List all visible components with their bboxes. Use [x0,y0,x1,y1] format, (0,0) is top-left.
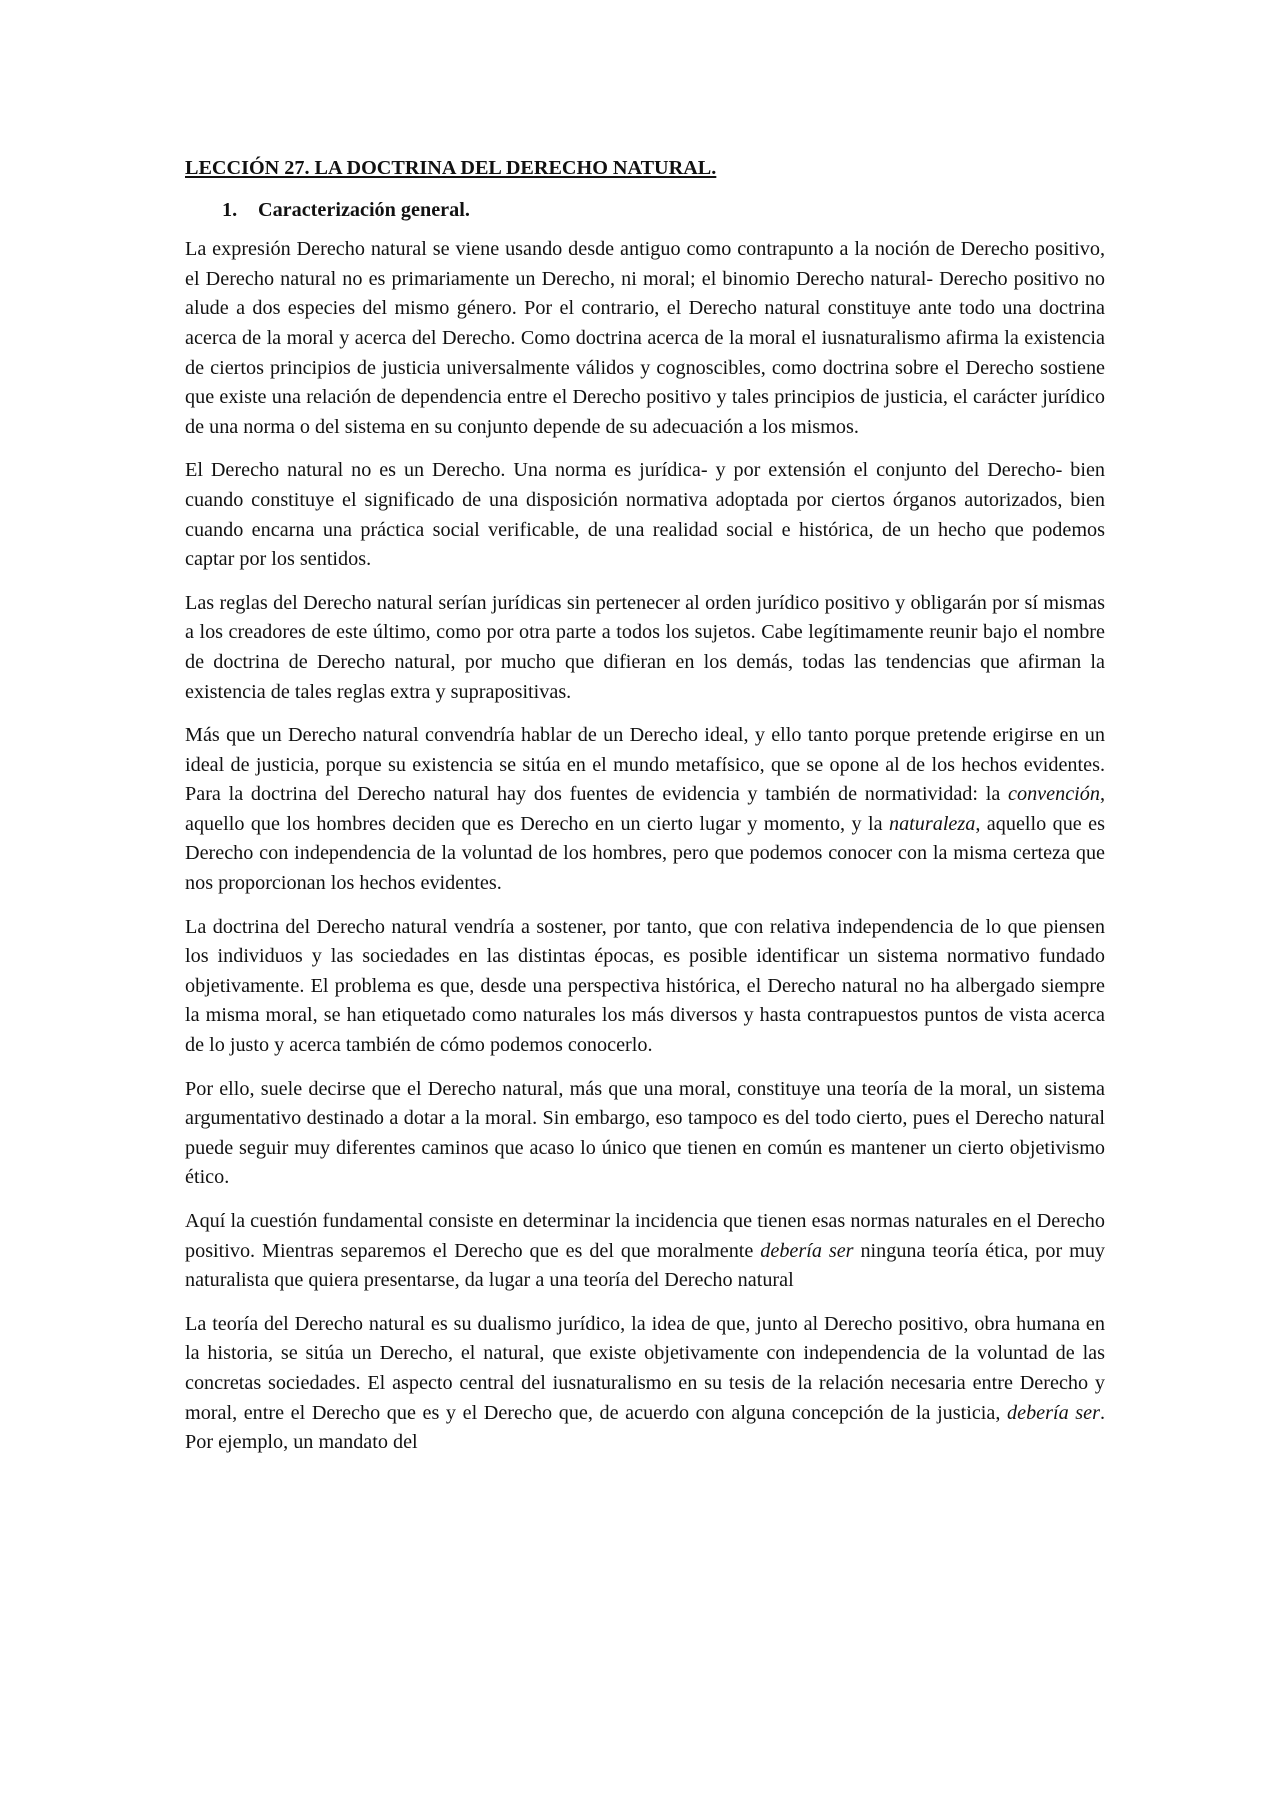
paragraph-text: La teoría del Derecho natural es su dualismo jurídico, la idea de que, junto al Derecho positivo, obra humana en la historia, se sitúa un Derecho, el natural, que existe objetivamente con independencia de la voluntad de las concretas sociedades. El aspecto central del iusnaturalismo en su tesis de la relación necesaria entre Derecho y moral, entre el Derecho que es y el Derecho que, de acuerdo con alguna concepción de la justicia, [185,1312,1105,1424]
paragraph [185,913,1105,1061]
paragraph [185,721,1105,899]
lesson-title: LECCIÓN 27. LA DOCTRINA DEL DERECHO NATURAL. [185,157,717,179]
section-heading [185,196,1105,226]
paragraph-text: . Por ejemplo, un mandato del [185,1401,1105,1454]
paragraph-text: Por ello, suele decirse que el Derecho natural, más que una moral, constituye una teoría de la moral, un sistema argumentativo destinado a dotar a la moral. Sin embargo, eso tampoco es del todo cierto, pues el Derecho natural puede seguir muy diferentes caminos que acaso lo único que tienen en común es mantener un cierto objetivismo ético. [185,1077,1105,1189]
italic-term: naturaleza [888,812,976,835]
italic-term: convención [1008,783,1100,806]
section-heading-text: Caracterización general. [258,198,470,221]
paragraph-text: Las reglas del Derecho natural serían jurídicas sin pertenecer al orden jurídico positivo y obligarán por sí mismas a los creadores de este último, como por otra parte a todos los sujetos. Cabe legítimamente reunir bajo el nombre de doctrina de Derecho natural, por mucho que difieran en los demás, todas las tendencias que afirman la existencia de tales reglas extra y suprapositivas. [185,591,1105,703]
italic-term: debería ser [760,1239,854,1262]
paragraph-text: ninguna teoría ética, por muy naturalista que quiera presentarse, da lugar a una teoría del Derecho natural [185,1239,1106,1292]
paragraph-text: , aquello que es Derecho con independencia de la voluntad de los hombres, pero que podemos conocer con la misma certeza que nos proporcionan los hechos evidentes. [185,812,1105,895]
paragraph [185,1310,1105,1458]
paragraph-text: El Derecho natural no es un Derecho. Una norma es jurídica- y por extensión el conjunto del Derecho- bien cuando constituye el significado de una disposición normativa adoptada por ciertos órganos autorizados, bien cuando encarna una práctica social verificable, de una realidad social e histórica, de un hecho que podemos captar por los sentidos. [185,459,1105,571]
paragraph-text: La expresión Derecho natural se viene usando desde antiguo como contrapunto a la noción de Derecho positivo, el Derecho natural no es primariamente un Derecho, ni moral; el binomio Derecho natural- Derecho positivo no alude a dos especies del mismo género. Por el contrario, el Derecho natural constituye ante todo una doctrina acerca de la moral y acerca del Derecho. Como doctrina acerca de la moral el iusnaturalismo afirma la existencia de ciertos principios de justicia universalmente válidos y cognoscibles, como doctrina sobre el Derecho sostiene que existe una relación de dependencia entre el Derecho positivo y tales principios de justicia, el carácter jurídico de una norma o del sistema en su conjunto depende de su adecuación a los mismos. [185,238,1105,438]
paragraph-text: Aquí la cuestión fundamental consiste en determinar la incidencia que tienen esas normas naturales en el Derecho positivo. Mientras separemos el Derecho que es del que moralmente [185,1210,1105,1262]
paragraph-text: La doctrina del Derecho natural vendría a sostener, por tanto, que con relativa independencia de lo que piensen los individuos y las sociedades en las distintas épocas, es posible identificar un sistema normativo fundado objetivamente. El problema es que, desde una perspectiva histórica, el Derecho natural no ha albergado siempre la misma moral, se han etiquetado como naturales los más diversos y hasta contrapuestos puntos de vista acerca de lo justo y acerca también de cómo podemos conocerlo. [185,915,1105,1057]
paragraph [185,1075,1105,1193]
italic-term: debería ser [1007,1401,1100,1424]
paragraph-list [185,235,1105,1458]
paragraph-text: , aquello que los hombres deciden que es Derecho en un cierto lugar y momento, y la [185,783,1105,835]
paragraph [185,1207,1105,1296]
paragraph [185,589,1105,707]
paragraph-text: Más que un Derecho natural convendría hablar de un Derecho ideal, y ello tanto porque pretende erigirse en un ideal de justicia, porque su existencia se sitúa en el mundo metafísico, que se opone al de los hechos evidentes. Para la doctrina del Derecho natural hay dos fuentes de evidencia y también de normatividad: la [185,724,1105,806]
section-number: 1. [222,198,238,221]
paragraph [185,456,1105,574]
document-body [185,154,1105,1472]
paragraph [185,235,1105,442]
